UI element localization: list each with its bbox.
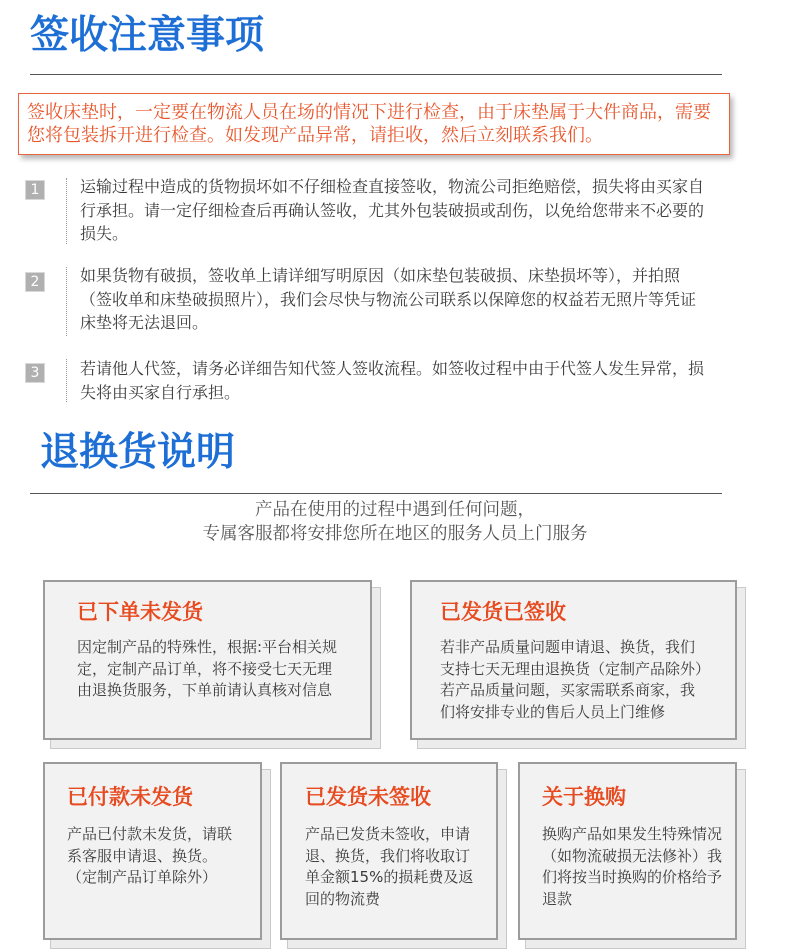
section-title-signing: 签收注意事项 [30,13,265,58]
returns-intro [0,498,790,546]
card-body [440,637,735,723]
card-text-line: 支持七天无理由退换货（定制产品除外） [440,659,711,678]
card-text-line: 们将安排专业的售后人员上门维修 [440,702,666,721]
return-policy-card [410,580,737,740]
card-text-line: 产品已发货未签收，申请 [305,825,471,843]
item-text [80,264,696,335]
item-number-badge: 1 [25,180,45,200]
item-text-line: 若请他人代签，请务必详细告知代签人签收流程。如签收过程中由于代签人发生异常，损 [80,359,705,378]
alert-text-line: 您将包装拆开进行检查。如发现产品异常，请拒收，然后立刻联系我们。 [27,125,603,146]
card-body [542,824,735,910]
item-number-badge: 2 [25,272,45,292]
section-title-returns: 退换货说明 [40,430,236,475]
item-text-line: 床垫将无法退回。 [80,313,209,332]
item-dotted-divider [66,359,67,402]
card-text-line: 因定制产品的特殊性，根据:平台相关规 [77,638,338,656]
card-body [67,824,260,889]
item-text-line: 运输过程中造成的货物损坏如不仔细检查直接签收，物流公司拒绝赔偿，损失将由买家自 [80,177,705,196]
card-text-line: 单金额15%的损耗费及返 [305,868,474,886]
item-text-line: 如果货物有破损，签收单上请详细写明原因（如床垫包装破损、床垫损坏等），并拍照 [80,266,681,285]
card-text-line: 产品已付款未发货，请联 [67,825,233,843]
alert-text-line: 签收床垫时，一定要在物流人员在场的情况下进行检查，由于床垫属于大件商品，需要 [27,102,711,123]
return-policy-card [43,762,262,940]
item-text-line: 失将由买家自行承担。 [80,382,241,402]
return-policy-card [280,762,498,940]
card-text-line: 若产品质量问题，买家需联系商家，我 [440,681,696,699]
card-text-line: 换购产品如果发生特殊情况 [542,825,723,843]
item-text [80,357,704,404]
card-text-line: 们将按当时换购的价格给予 [542,868,723,886]
section-rule [30,74,722,75]
item-dotted-divider [66,178,67,244]
card-text-line: （定制产品订单除外） [67,868,218,886]
card-title: 关于换购 [542,785,626,809]
item-text-line: 行承担。请一定仔细检查后再确认签收，尤其外包装破损或刮伤，以免给您带来不必要的 [80,200,705,220]
card-text-line: （如物流破损无法修补）我 [542,846,723,865]
intro-text-line: 产品在使用的过程中遇到任何问题， [255,500,535,520]
card-text-line: 由退换货服务，下单前请认真核对信息 [77,681,333,699]
return-policy-card [43,580,372,740]
card-title: 已发货未签收 [305,785,431,809]
item-text [80,175,704,246]
item-dotted-divider [66,267,67,336]
card-text-line: 系客服申请退、换货。 [67,846,218,865]
section-rule [30,493,722,494]
card-text-line: 定，定制产品订单，将不接受七天无理 [77,659,333,678]
intro-text-line: 专属客服都将安排您所在地区的服务人员上门服务 [202,524,588,544]
card-title: 已付款未发货 [67,785,193,809]
item-text-line: （签收单和床垫破损照片），我们会尽快与物流公司联系以保障您的权益若无照片等凭证 [80,289,697,309]
card-text-line: 若非产品质量问题申请退、换货，我们 [440,638,696,656]
card-body [77,637,370,702]
card-title: 已发货已签收 [440,600,566,624]
item-text-line: 损失。 [80,224,129,243]
card-text-line: 退款 [542,889,573,908]
return-policy-card [518,762,737,940]
card-body [305,824,496,910]
signing-alert-box [18,93,730,155]
card-text-line: 回的物流费 [305,889,381,908]
item-number-badge: 3 [25,363,45,383]
card-title: 已下单未发货 [77,600,203,624]
card-text-line: 退、换货，我们将收取订 [305,846,471,865]
